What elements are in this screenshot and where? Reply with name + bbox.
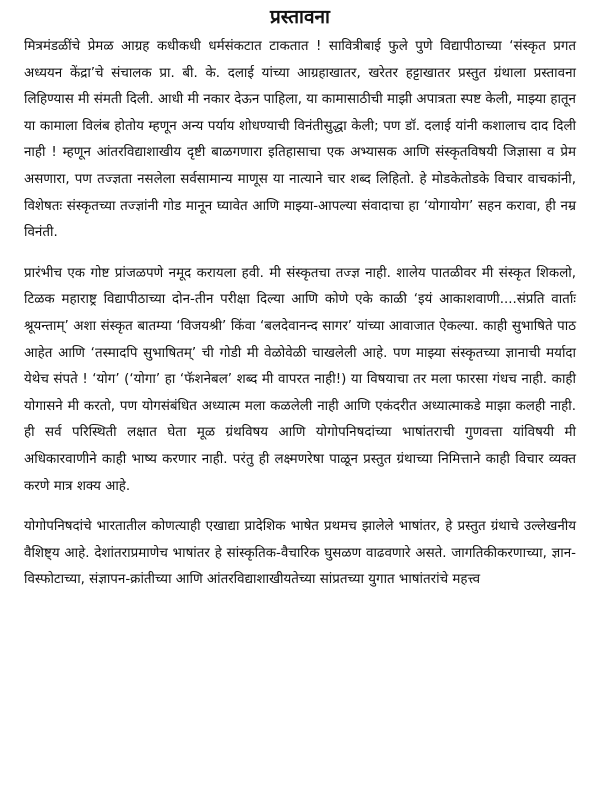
paragraph-2: प्रारंभीच एक गोष्ट प्रांजळपणे नमूद करायला हवी. मी संस्कृतचा तज्ज्ञ नाही. शालेय पातळीवर मी संस्कृत शिकलो, टिळक महाराष्ट्र विद्यापीठाच्या दोन-तीन परीक्षा दिल्या आणि कोणे एके काळी ‘इयं आकाशवाणी....संप्रति वार्ताः श्रूयन्ताम्’ अशा संस्कृत बातम्या ‘विजयश्री’ किंवा ‘बलदेवानन्द सागर’ यांच्या आवाजात ऐकल्या. काही सुभाषिते पाठ आहेत आणि ‘तस्मादपि सुभाषितम्’ ची गोडी मी वेळोवेळी चाखलेली आहे. पण माझ्या संस्कृतच्या ज्ञानाची मर्यादा येथेच संपते ! ‘योग’ (‘योगा’ हा ‘फॅशनेबल’ शब्द मी वापरत नाही!) या विषयाचा तर मला फारसा गंधच नाही. काही योगासने मी करतो, पण योगसंबंधित अध्यात्म मला कळलेली नाही आणि एकंदरीत अध्यात्माकडे माझा कलही नाही. ही सर्व परिस्थिती लक्षात घेता मूळ ग्रंथविषय आणि योगोपनिषदांच्या भाषांतराची गुणवत्ता यांविषयी मी अधिकारवाणीने काही भाष्य करणार नाही. परंतु ही लक्ष्मणरेषा पाळून प्रस्तुत ग्रंथाच्या निमित्ताने काही विचार व्यक्त करणे मात्र शक्य आहे. [24, 265, 576, 494]
page-title: प्रस्तावना [270, 6, 330, 28]
paragraph-3: योगोपनिषदांचे भारतातील कोणत्याही एखाद्या प्रादेशिक भाषेत प्रथमच झालेले भाषांतर, हे प्रस्तुत ग्रंथाचे उल्लेखनीय वैशिष्ट्य आहे. देशांतराप्रमाणेच भाषांतर हे सांस्कृतिक-वैचारिक घुसळण वाढवणारे असते. जागतिकीकरणाच्या, ज्ञान-विस्फोटाच्या, संज्ञापन-क्रांतीच्या आणि आंतरविद्याशाखीयतेच्या सांप्रतच्या युगात भाषांतरांचे महत्त्व [24, 519, 576, 588]
paragraph-1: मित्रमंडळींचे प्रेमळ आग्रह कधीकधी धर्मसंकटात टाकतात ! सावित्रीबाई फुले पुणे विद्यापीठाच्या ‘संस्कृत प्रगत अध्ययन केंद्रा’चे संचालक प्रा. बी. के. दलाई यांच्या आग्रहाखातर, खरेतर हट्टाखातर प्रस्तुत ग्रंथाला प्रस्तावना लिहिण्यास मी संमती दिली. आधी मी नकार देऊन पाहिला, या कामासाठीची माझी अपात्रता स्पष्ट केली, माझ्या हातून या कामाला विलंब होतोय म्हणून अन्य पर्याय शोधण्याची विनंतीसुद्धा केली; पण डॉ. दलाई यांनी कशालाच दाद दिली नाही ! म्हणून आंतरविद्याशाखीय दृष्टी बाळगणारा इतिहासाचा एक अभ्यासक आणि संस्कृतविषयी जिज्ञासा व प्रेम असणारा, पण तज्ज्ञता नसलेला सर्वसामान्य माणूस या नात्याने चार शब्द लिहितो. हे मोडकेतोडके विचार वाचकांनी, विशेषतः संस्कृतच्या तज्ज्ञांनी गोड मानून घ्यावेत आणि माझ्या-आपल्या संवादाचा हा ‘योगायोग’ सहन करावा, ही नम्र विनंती. [24, 39, 576, 241]
